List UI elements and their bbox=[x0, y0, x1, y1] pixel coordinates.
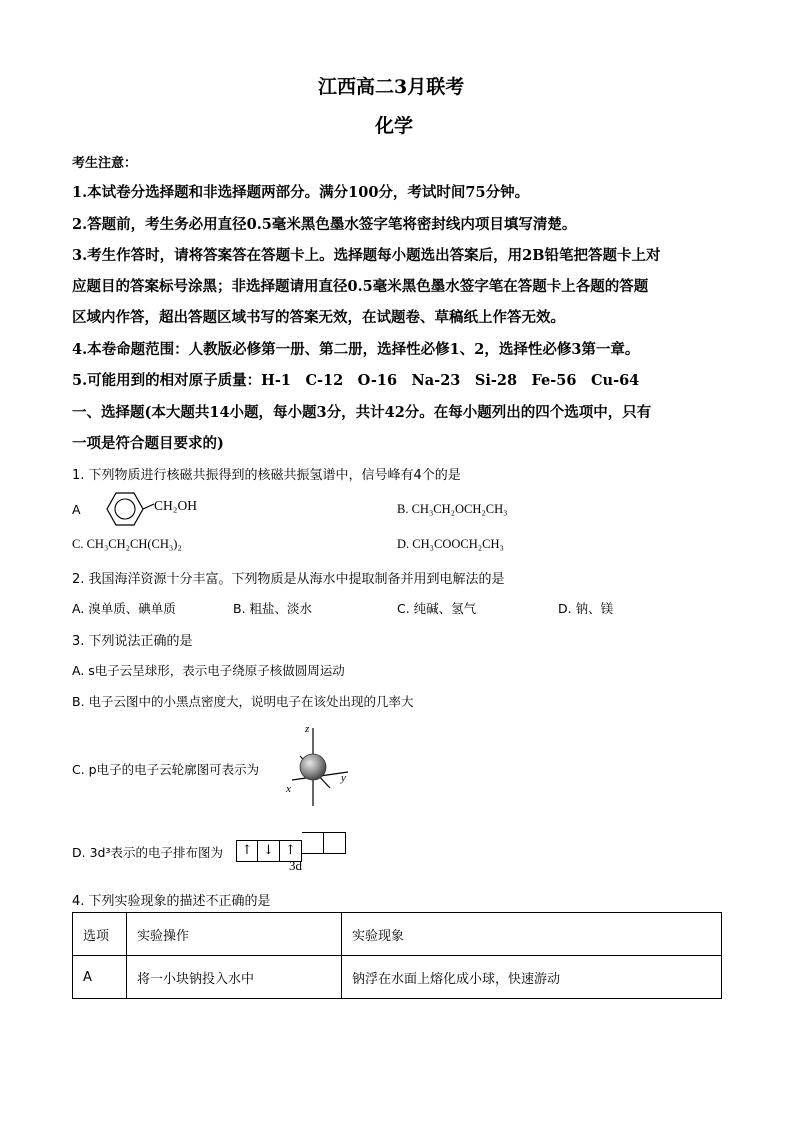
q3-option-b: B. 电子云图中的小黑点密度大，说明电子在该处出现的几率大 bbox=[72, 694, 414, 709]
axis-z-label: z bbox=[305, 723, 310, 735]
table-header-row bbox=[73, 913, 722, 956]
orbital-label: 3d bbox=[289, 858, 302, 873]
table-header-operation: 实验操作 bbox=[127, 913, 342, 956]
q3-option-a: A. s电子云呈球形，表示电子绕原子核做圆周运动 bbox=[72, 663, 345, 678]
q2-option-d: D. 钠、镁 bbox=[558, 601, 614, 616]
orbital-box-3: ↑ bbox=[280, 840, 302, 862]
exam-title: 江西高二3月联考 bbox=[318, 76, 465, 98]
table-cell-operation: 将一小块钠投入水中 bbox=[127, 956, 342, 999]
table-cell-phenomenon: 钠浮在水面上熔化成小球，快速游动 bbox=[342, 956, 722, 999]
section-heading: 一、选择题(本大题共14小题，每小题3分，共计42分。在每小题列出的四个选项中，只有 bbox=[72, 404, 652, 421]
q1-option-b: B. CH₃CH₂OCH₂CH₃ bbox=[397, 502, 508, 516]
notice-item-3b: 应题目的答案标号涂黑；非选择题请用直径0.5毫米黑色墨水签字笔在答题卡上各题的答题 bbox=[72, 278, 649, 295]
q1-option-a-group: CH₂OH bbox=[154, 498, 197, 513]
benzene-ring-icon bbox=[90, 488, 160, 530]
table-header-phenomenon: 实验现象 bbox=[342, 913, 722, 956]
p-orbital-diagram bbox=[282, 722, 362, 810]
subject-title: 化学 bbox=[375, 115, 414, 137]
orbital-box-2: ↓ bbox=[258, 840, 280, 862]
orbital-box-1: ↑ bbox=[236, 840, 258, 862]
axis-y-label: y bbox=[341, 772, 346, 784]
axis-x-label: x bbox=[286, 783, 291, 795]
q3-option-d: D. 3d³表示的电子排布图为 bbox=[72, 845, 223, 860]
notice-item-3c: 区域内作答，超出答题区域书写的答案无效，在试题卷、草稿纸上作答无效。 bbox=[72, 309, 565, 326]
q2-option-c: C. 纯碱、氢气 bbox=[397, 601, 477, 616]
q2-option-b: B. 粗盐、淡水 bbox=[233, 601, 313, 616]
table-cell-option: A bbox=[73, 956, 127, 999]
question-4-stem: 4. 下列实验现象的描述不正确的是 bbox=[72, 894, 271, 909]
notice-item-4: 4.本卷命题范围：人教版必修第一册、第二册，选择性必修1、2，选择性必修3第一章。 bbox=[72, 341, 640, 358]
section-heading-2: 一项是符合题目要求的) bbox=[72, 435, 224, 452]
q2-option-a: A. 溴单质、碘单质 bbox=[72, 601, 176, 616]
question-2-stem: 2. 我国海洋资源十分丰富。下列物质是从海水中提取制备并用到电解法的是 bbox=[72, 572, 505, 587]
q1-option-d: D. CH₃COOCH₂CH₃ bbox=[397, 537, 504, 551]
q1-option-c: C. CH₃CH₂CH(CH₃)₂ bbox=[72, 537, 182, 551]
orbital-box-5 bbox=[324, 832, 346, 854]
q3-option-c: C. p电子的电子云轮廓图可表示为 bbox=[72, 762, 260, 777]
notice-item-3: 3.考生作答时，请将答案答在答题卡上。选择题每小题选出答案后，用2B铅笔把答题卡上对 bbox=[72, 247, 661, 264]
experiment-table bbox=[72, 912, 722, 999]
orbital-box-4 bbox=[302, 832, 324, 854]
question-3-stem: 3. 下列说法正确的是 bbox=[72, 634, 193, 649]
table-row bbox=[73, 956, 722, 999]
q1-option-a-label: A bbox=[72, 502, 81, 517]
notice-item-2: 2.答题前，考生务必用直径0.5毫米黑色墨水签字笔将密封线内项目填写清楚。 bbox=[72, 216, 577, 233]
table-header-option: 选项 bbox=[73, 913, 127, 956]
question-1-stem: 1. 下列物质进行核磁共振得到的核磁共振氢谱中，信号峰有4个的是 bbox=[72, 468, 461, 483]
notice-item-1: 1.本试卷分选择题和非选择题两部分。满分100分，考试时间75分钟。 bbox=[72, 184, 530, 201]
notice-heading: 考生注意： bbox=[72, 156, 138, 171]
notice-item-5: 5.可能用到的相对原子质量：H-1 C-12 O-16 Na-23 Si-28 Fe-56 Cu-64 bbox=[72, 372, 640, 389]
